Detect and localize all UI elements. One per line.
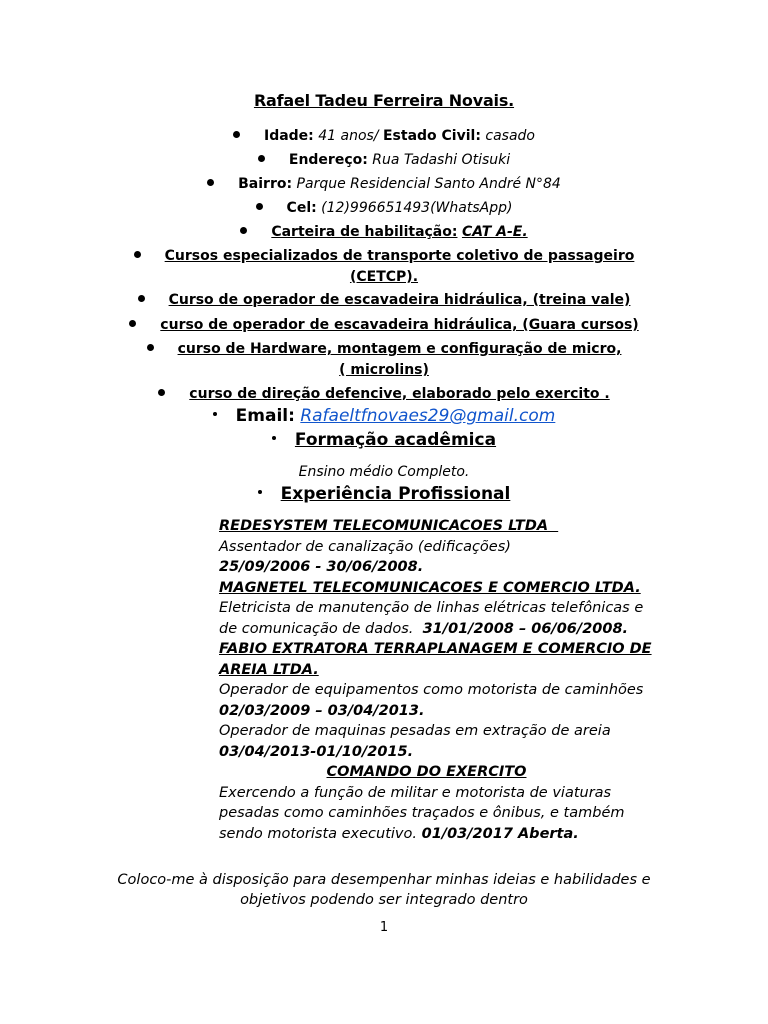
email-link[interactable]: Rafaeltfnovaes29@gmail.com bbox=[300, 406, 556, 426]
experiencia-heading-line bbox=[0, 485, 768, 503]
email-line bbox=[0, 407, 768, 425]
cel-value: (12)996651493(WhatsApp) bbox=[321, 200, 513, 216]
formacao-value: Ensino médio Completo. bbox=[298, 464, 470, 480]
idade-label: Idade: bbox=[263, 128, 314, 144]
carteira-label: Carteira de habilitação: bbox=[271, 224, 458, 240]
period-fabio-1: 02/03/2009 – 03/04/2013. bbox=[219, 702, 425, 719]
company-magnetel: MAGNETEL TELECOMUNICACOES E COMERCIO LTDA. bbox=[219, 579, 641, 596]
role-redesystem: Assentador de canalização (edificações) bbox=[219, 538, 511, 555]
bullet-icon bbox=[213, 412, 217, 416]
experience-list bbox=[219, 516, 659, 844]
closing-paragraph bbox=[0, 870, 768, 910]
page-title: Rafael Tadeu Ferreira Novais. bbox=[253, 91, 515, 110]
estado-label: Estado Civil: bbox=[382, 128, 481, 144]
curso-treina-vale-line bbox=[0, 291, 768, 309]
curso-direcao-text: curso de direção defencive, elaborado pelo exercito . bbox=[189, 386, 610, 402]
experiencia-heading: Experiência Profissional bbox=[280, 484, 511, 504]
page-number: 1 bbox=[379, 920, 389, 935]
idade-line bbox=[0, 127, 768, 145]
role-magnetel-line2 bbox=[219, 619, 659, 640]
role-exercito-text: sendo motorista executivo. bbox=[219, 825, 417, 842]
curso-hardware-line bbox=[0, 340, 768, 358]
role-exercito-line1: Exercendo a função de militar e motorista de viaturas bbox=[219, 784, 612, 801]
curso-treina-vale-text: Curso de operador de escavadeira hidráulica, (treina vale) bbox=[168, 292, 631, 308]
role-magnetel-text: de comunicação de dados. bbox=[219, 620, 414, 637]
bullet-icon bbox=[134, 251, 141, 258]
role-exercito-line3 bbox=[219, 824, 659, 845]
bullet-icon bbox=[147, 344, 154, 351]
role-fabio-1: Operador de equipamentos como motorista de caminhões bbox=[219, 682, 644, 698]
bullet-icon bbox=[258, 490, 262, 494]
bullet-icon bbox=[138, 295, 145, 302]
curso-hardware-text: curso de Hardware, montagem e configuração de micro, bbox=[177, 341, 622, 357]
period-exercito: 01/03/2017 Aberta. bbox=[421, 825, 579, 842]
closing-line1: Coloco-me à disposição para desempenhar minhas ideias e habilidades e bbox=[117, 872, 651, 888]
curso-hardware-cont: ( microlins) bbox=[339, 362, 429, 378]
bairro-line bbox=[0, 175, 768, 193]
bullet-icon bbox=[207, 179, 214, 186]
cel-line bbox=[0, 199, 768, 217]
role-fabio-2: Operador de maquinas pesadas em extração de areia bbox=[219, 723, 611, 739]
bullet-icon bbox=[240, 227, 247, 234]
bullet-icon bbox=[256, 203, 263, 210]
endereco-line bbox=[0, 151, 768, 169]
email-label: Email: bbox=[235, 406, 295, 426]
carteira-value: CAT A-E. bbox=[461, 224, 528, 240]
idade-value: 41 anos/ bbox=[318, 128, 379, 144]
carteira-line bbox=[0, 223, 768, 241]
company-redesystem: REDESYSTEM TELECOMUNICACOES LTDA bbox=[219, 518, 559, 534]
company-fabio-line1: FABIO EXTRATORA TERRAPLANAGEM E COMERCIO DE bbox=[219, 641, 652, 657]
role-magnetel-line1: Eletricista de manutenção de linhas elétricas telefônicas e bbox=[219, 600, 644, 616]
company-exercito: COMANDO DO EXERCITO bbox=[326, 764, 527, 780]
curso-cetcp-text: Cursos especializados de transporte coletivo de passageiro bbox=[164, 248, 635, 264]
estado-value: casado bbox=[485, 128, 535, 144]
curso-cetcp-line bbox=[0, 247, 768, 265]
closing-line2: objetivos podendo ser integrado dentro bbox=[240, 892, 528, 908]
endereco-value: Rua Tadashi Otisuki bbox=[372, 152, 511, 168]
role-exercito-line2: pesadas como caminhões traçados e ônibus, e também bbox=[219, 805, 625, 821]
bullet-icon bbox=[272, 436, 276, 440]
curso-cetcp-cont: (CETCP). bbox=[349, 269, 419, 285]
cel-label: Cel: bbox=[286, 200, 317, 216]
formacao-heading-line bbox=[0, 431, 768, 449]
curso-guara-line bbox=[0, 316, 768, 334]
bullet-icon bbox=[129, 320, 136, 327]
company-fabio-line2: AREIA LTDA. bbox=[219, 661, 319, 678]
period-redesystem: 25/09/2006 - 30/06/2008. bbox=[219, 559, 424, 575]
bairro-label: Bairro: bbox=[238, 176, 293, 192]
curso-guara-text: curso de operador de escavadeira hidráulica, (Guara cursos) bbox=[160, 317, 639, 333]
period-fabio-2: 03/04/2013-01/10/2015. bbox=[219, 743, 414, 760]
endereco-label: Endereço: bbox=[288, 152, 368, 168]
formacao-heading: Formação acadêmica bbox=[294, 430, 497, 450]
curso-direcao-line bbox=[0, 385, 768, 403]
bullet-icon bbox=[258, 155, 265, 162]
bullet-icon bbox=[158, 389, 165, 396]
bairro-value: Parque Residencial Santo André N°84 bbox=[296, 176, 561, 192]
bullet-icon bbox=[233, 131, 240, 138]
period-magnetel: 31/01/2008 – 06/06/2008. bbox=[422, 620, 629, 637]
